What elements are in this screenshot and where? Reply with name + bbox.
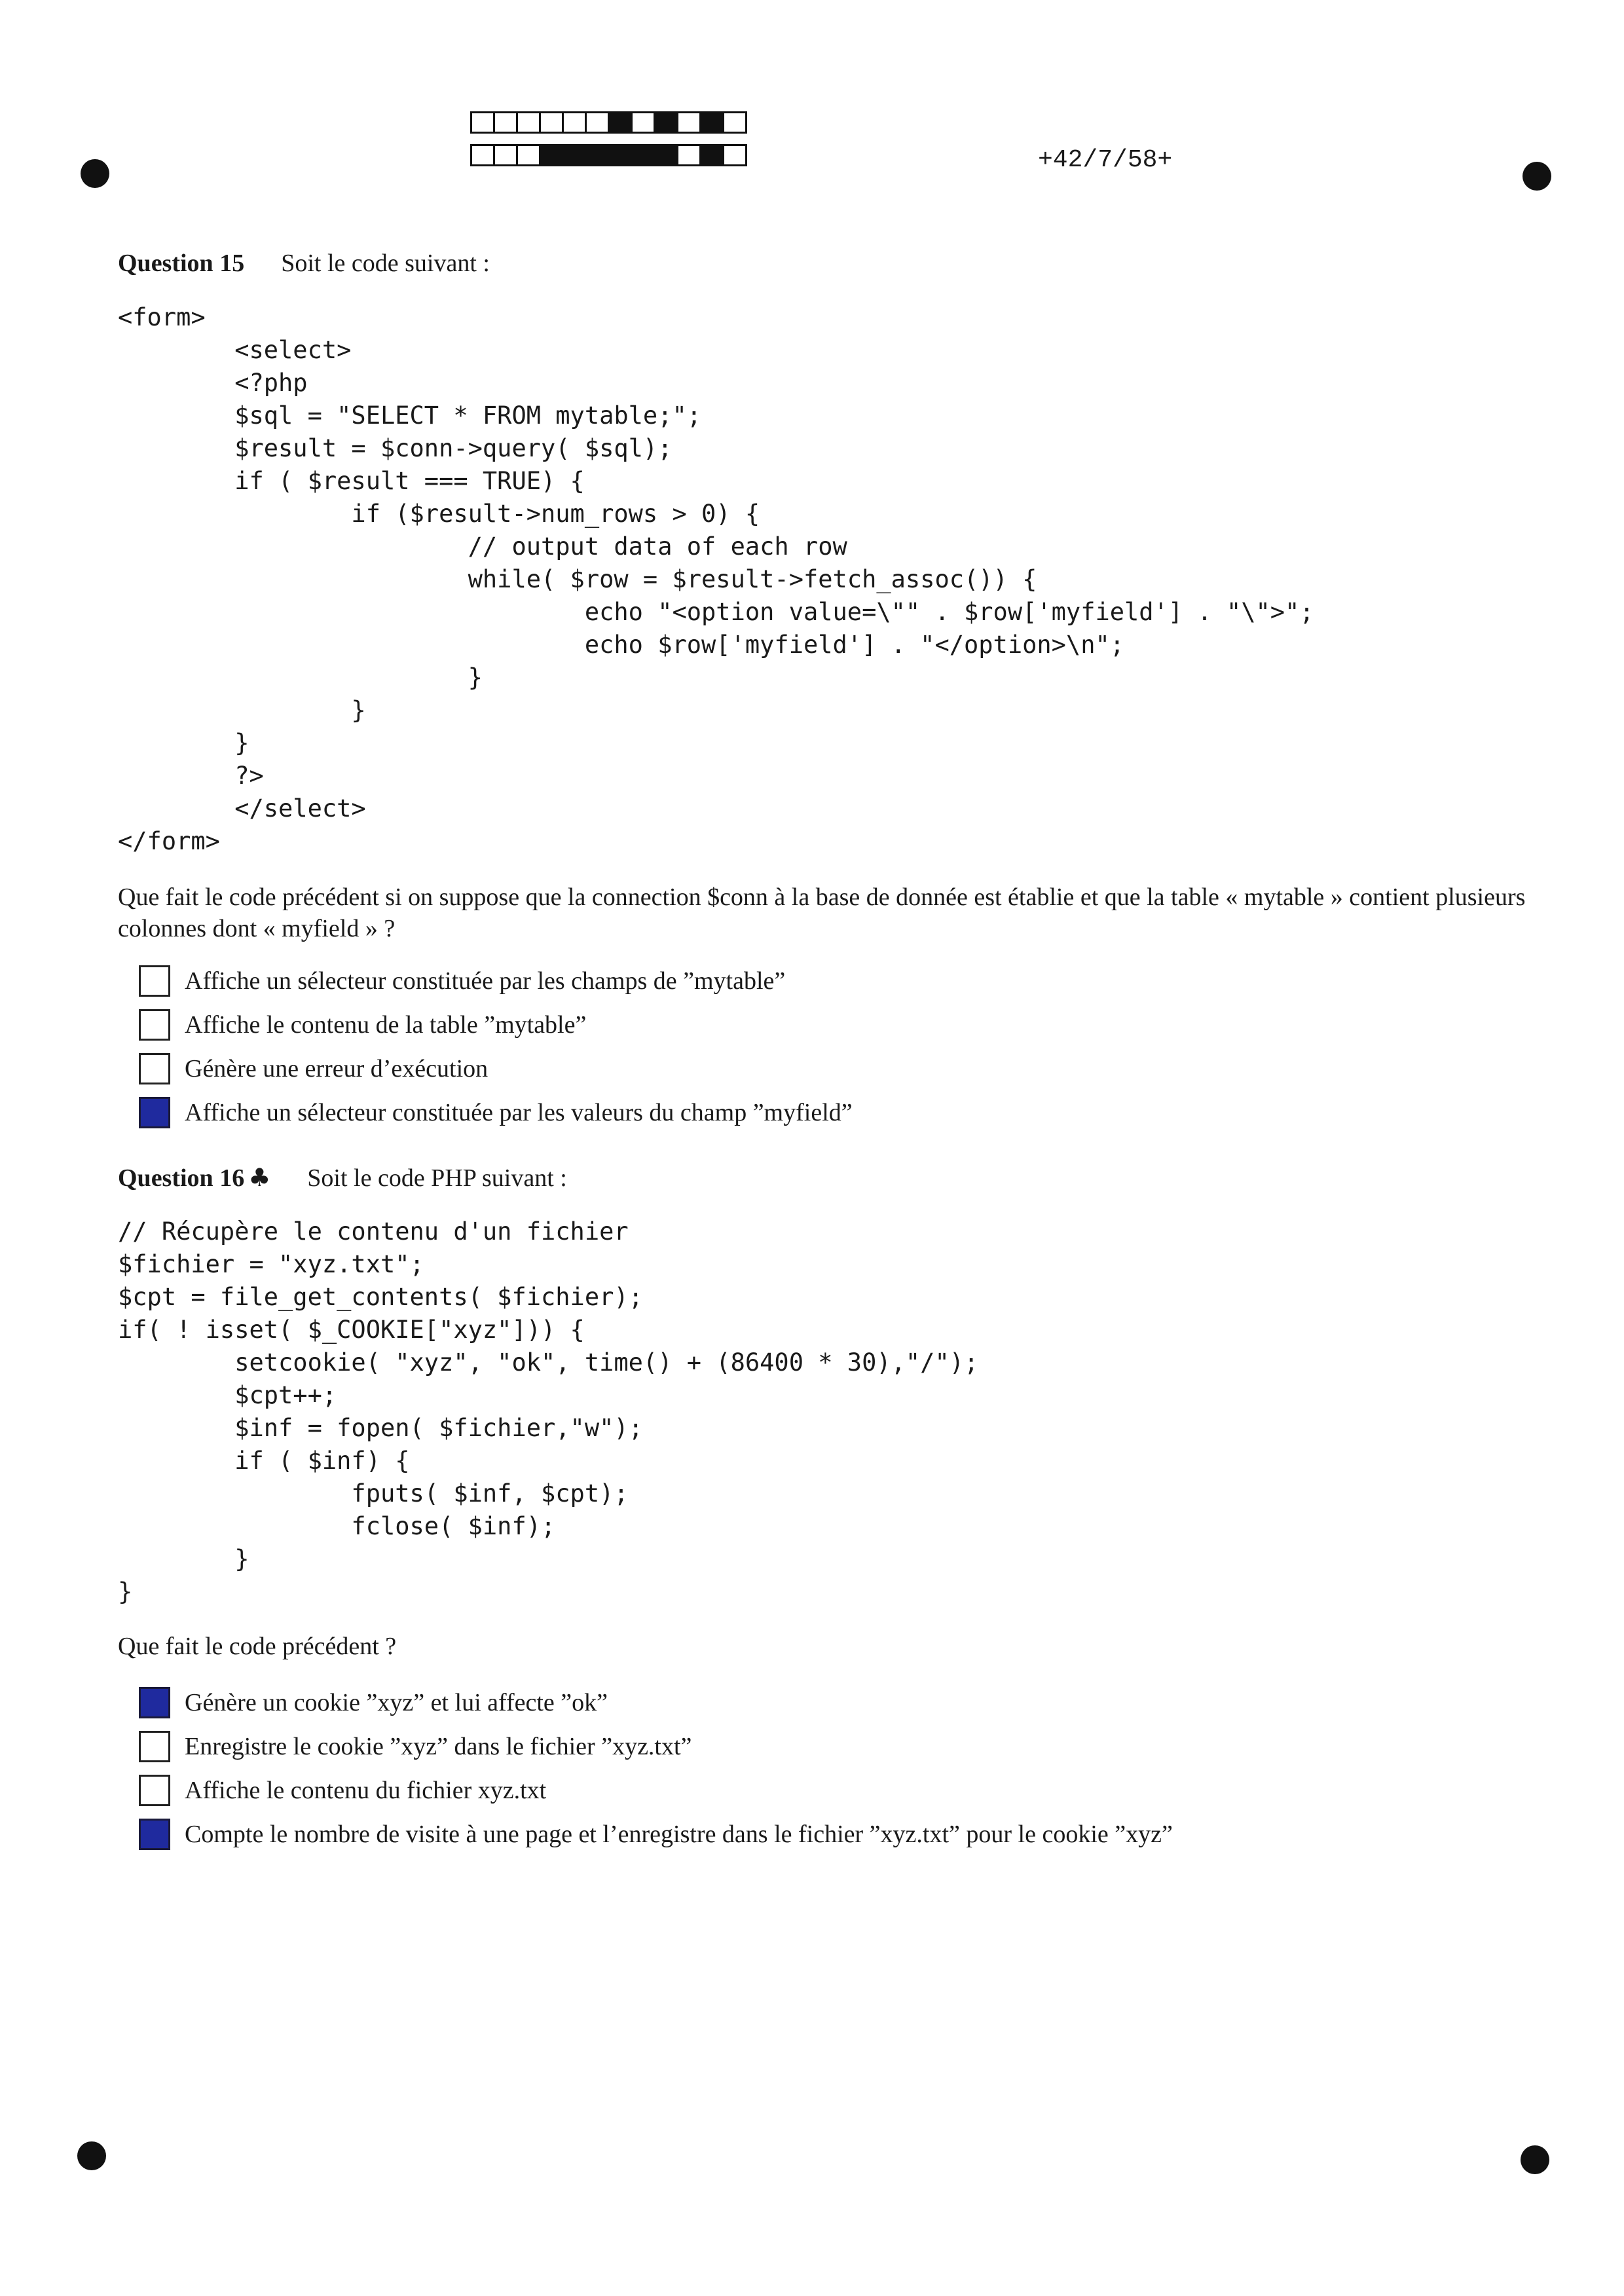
answer-checkbox[interactable] — [139, 965, 170, 997]
box-code-cell — [722, 144, 747, 166]
corner-mark-bottom-left — [77, 2141, 106, 2170]
club-icon: ♣ — [248, 1163, 271, 1192]
box-code-cell — [676, 111, 701, 134]
box-code-cell — [470, 144, 495, 166]
box-code-row-2 — [470, 144, 745, 166]
code-block-q16: // Récupère le contenu d'un fichier $fichier = "xyz.txt"; $cpt = file_get_contents( $fichier); if( ! isset( $_COOKIE["xyz"])) { setcookie( "xyz", "ok", time() + (86400 * 30),"/"); $cpt++; $inf = fopen( $fichier,"w"); if ( $inf) { fputs( $inf, $cpt); fclose( $inf); } } — [118, 1217, 979, 1606]
box-code-cell — [493, 144, 518, 166]
answer-option[interactable] — [139, 1768, 1173, 1812]
box-code-cell — [516, 111, 541, 134]
answer-checkbox[interactable] — [139, 1097, 170, 1128]
answer-label: Génère un cookie ”xyz” et lui affecte ”ok” — [185, 1688, 608, 1716]
answer-option[interactable] — [139, 959, 853, 1003]
answer-checkbox[interactable] — [139, 1687, 170, 1718]
question-intro: Soit le code PHP suivant : — [307, 1164, 567, 1192]
answer-label: Affiche le contenu du fichier xyz.txt — [185, 1776, 547, 1804]
answer-option[interactable] — [139, 1090, 853, 1134]
box-code-cell — [562, 144, 587, 166]
box-code-cell — [608, 111, 633, 134]
corner-mark-bottom-right — [1521, 2145, 1549, 2174]
question-title: Question 15 — [118, 250, 245, 277]
answer-label: Génère une erreur d’exécution — [185, 1054, 489, 1083]
answer-label: Affiche un sélecteur constituée par les valeurs du champ ”myfield” — [185, 1098, 853, 1126]
box-code-cell — [654, 144, 678, 166]
box-code-cell — [631, 111, 655, 134]
box-code-cell — [699, 144, 724, 166]
box-code-cell — [493, 111, 518, 134]
answer-label: Enregistre le cookie ”xyz” dans le fichier ”xyz.txt” — [185, 1732, 692, 1760]
answer-option[interactable] — [139, 1680, 1173, 1724]
answer-checkbox[interactable] — [139, 1053, 170, 1084]
answer-checkbox[interactable] — [139, 1775, 170, 1806]
answer-option[interactable] — [139, 1046, 853, 1090]
answer-option[interactable] — [139, 1812, 1173, 1856]
question-title: Question 16 — [118, 1164, 245, 1192]
answer-label: Compte le nombre de visite à une page et l’enregistre dans le fichier ”xyz.txt” pour le cookie ”xyz” — [185, 1820, 1173, 1848]
box-code-row-1 — [470, 111, 745, 134]
box-code-cell — [562, 111, 587, 134]
box-code-cell — [699, 111, 724, 134]
question-text: Que fait le code précédent ? — [118, 1633, 397, 1660]
corner-mark-top-right — [1522, 162, 1551, 191]
box-code-cell — [608, 144, 633, 166]
question-text: Que fait le code précédent si on suppose que la connection $conn à la base de donnée est établie et que la table « mytable » contient plusieurs colonnes dont « myfield » ? — [118, 883, 1526, 942]
box-code-cell — [676, 144, 701, 166]
box-code-cell — [516, 144, 541, 166]
box-code-cell — [654, 111, 678, 134]
answer-label: Affiche un sélecteur constituée par les champs de ”mytable” — [185, 967, 786, 995]
answer-checkbox[interactable] — [139, 1731, 170, 1762]
box-code-cell — [470, 111, 495, 134]
answer-label: Affiche le contenu de la table ”mytable” — [185, 1010, 587, 1039]
answer-checkbox[interactable] — [139, 1009, 170, 1041]
box-code-cell — [585, 144, 610, 166]
answers-q16 — [139, 1680, 1173, 1856]
question-15-header — [118, 249, 490, 278]
question-16-header — [118, 1163, 567, 1193]
question-intro: Soit le code suivant : — [281, 250, 490, 277]
answer-option[interactable] — [139, 1724, 1173, 1768]
answers-q15 — [139, 959, 853, 1134]
page-code: +42/7/58+ — [1038, 146, 1173, 174]
code-block-q15: <form> <select> <?php $sql = "SELECT * FROM mytable;"; $result = $conn->query( $sql); if ( $result === TRUE) { if ($result->num_rows > 0) { // output data of each row while( $row = $result->fetch_assoc()) { echo "<option value=\"" . $row['myfield'] . "\">"; echo $row['myfield'] . "</option>\n"; } } } ?> </select> </form> — [118, 303, 1314, 855]
box-code-cell — [722, 111, 747, 134]
box-code-cell — [585, 111, 610, 134]
answer-checkbox[interactable] — [139, 1819, 170, 1850]
box-code-cell — [631, 144, 655, 166]
box-code-cell — [539, 111, 564, 134]
box-code-cell — [539, 144, 564, 166]
corner-mark-top-left — [81, 159, 109, 188]
answer-option[interactable] — [139, 1003, 853, 1046]
